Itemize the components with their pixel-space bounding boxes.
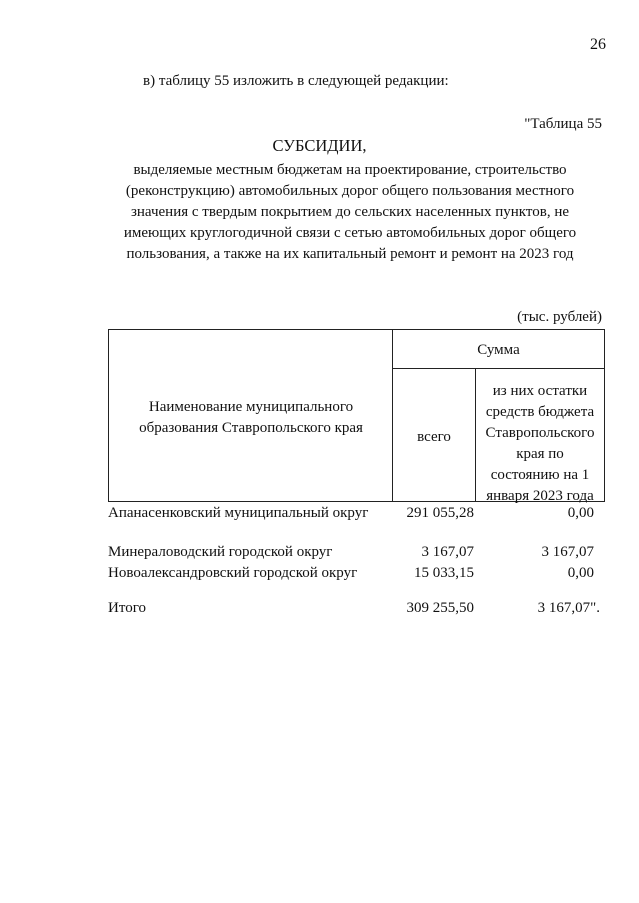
intro-text: в) таблицу 55 изложить в следующей редакции: [143,73,449,89]
table-row-remain: 0,00 [567,565,594,581]
summary-row-remain: 3 167,07". [537,600,600,616]
table-row-name: Новоалександровский городской округ [108,565,358,581]
page-number: 26 [590,36,606,53]
header-remain-text: из них остатки средств бюджета Ставропольского края по состоянию на 1 января 2023 года [485,383,595,504]
header-name-text: Наименование муниципального образования Ставропольского края [139,399,363,436]
units-label: (тыс. рублей) [517,309,602,325]
summary-row-name: Итого [108,600,146,616]
header-total-text: всего [417,429,451,445]
table-row-remain: 3 167,07 [541,544,594,560]
summary-row-total: 309 255,50 [406,600,474,616]
table-row-total: 3 167,07 [421,544,474,560]
table-row-name: Апанасенковский муниципальный округ [108,505,369,521]
table-row-total: 15 033,15 [414,565,474,581]
table-row-name: Минераловодский городской округ [108,544,333,560]
table-label: "Таблица 55 [524,116,602,132]
table-row-total: 291 055,28 [406,505,474,521]
header-sum-text: Сумма [477,342,520,358]
table-row-remain: 0,00 [567,505,594,521]
document-title: СУБСИДИИ, [272,136,367,155]
document-subtitle: выделяемые местным бюджетам на проектирование, строительство (реконструкцию) автомобильных дорог общего пользования местного значения с твердым покрытием до сельских населенных пунктов, не имеющих круглогодичной связи с сетью автомобильных дорог общего пользования, а также на их капитальный ремонт и ремонт на 2023 год [123,162,577,262]
